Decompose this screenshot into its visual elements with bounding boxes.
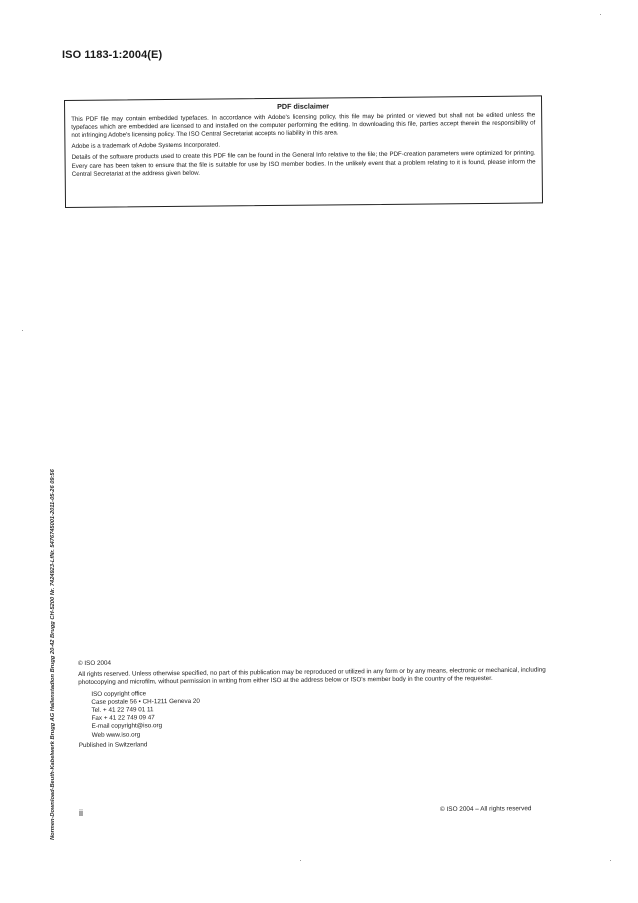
published-in: Published in Switzerland <box>78 741 148 749</box>
pdf-disclaimer-box <box>64 95 543 208</box>
scan-speck <box>610 860 611 861</box>
copyright-line: © ISO 2004 <box>78 659 112 667</box>
disclaimer-paragraph: Details of the software products used to create this PDF file can be found in the General Info relative to the file; the PDF-creation parameters were optimized for printing. Every care has been taken to ensure that the file is suitable for use by ISO member bodies. In the unlikely event that a problem relating to it is found, please inform the Central Secretariat at the address given below. <box>71 149 536 178</box>
scan-speck <box>600 14 601 15</box>
download-stamp-text: Normen-Download-Beuth-Kabelwerk Brugg AG Hallenstadion Brugg 20-42 Brugg CH-5200 Nr. 7424923-LfNr. 5476745001-2011-05-26 09:56 <box>50 469 56 840</box>
copyright-block <box>78 655 549 750</box>
footer-copyright: © ISO 2004 – All rights reserved <box>440 805 532 813</box>
scan-speck <box>22 330 23 331</box>
address-line: E-mail copyright@iso.org <box>91 722 163 731</box>
disclaimer-paragraph: This PDF file may contain embedded typefaces. In accordance with Adobe's licensing policy, this file may be printed or viewed but shall not be edited unless the typefaces which are embedded are licensed to and installed on the computer performing the editing. In downloading this file, parties accept therein the responsibility of not infringing Adobe's licensing policy. The ISO Central Secretariat accepts no liability in this area. <box>71 111 536 140</box>
document-id: ISO 1183-1:2004(E) <box>62 49 163 61</box>
address-line: Fax + 41 22 749 09 47 <box>91 714 155 723</box>
rights-statement: All rights reserved. Unless otherwise specified, no part of this publication may be reproduced or utilized in any form or by any means, electronic or mechanical, including photocopying and microfilm, without permission in writing from either ISO at the address below or ISO's member body in the country of the requester. <box>78 666 546 687</box>
page-number: ii <box>79 808 83 818</box>
copyright-office-address <box>78 686 548 740</box>
download-stamp <box>50 400 66 840</box>
disclaimer-title: PDF disclaimer <box>277 101 330 111</box>
scan-speck <box>300 860 301 861</box>
address-line: Tel. + 41 22 749 01 11 <box>91 706 154 714</box>
address-line: ISO copyright office <box>91 689 147 698</box>
address-line: Case postale 56 • CH-1211 Geneva 20 <box>91 697 200 706</box>
disclaimer-paragraph: Adobe is a trademark of Adobe Systems Incorporated. <box>71 141 221 151</box>
address-line: Web www.iso.org <box>91 731 141 739</box>
